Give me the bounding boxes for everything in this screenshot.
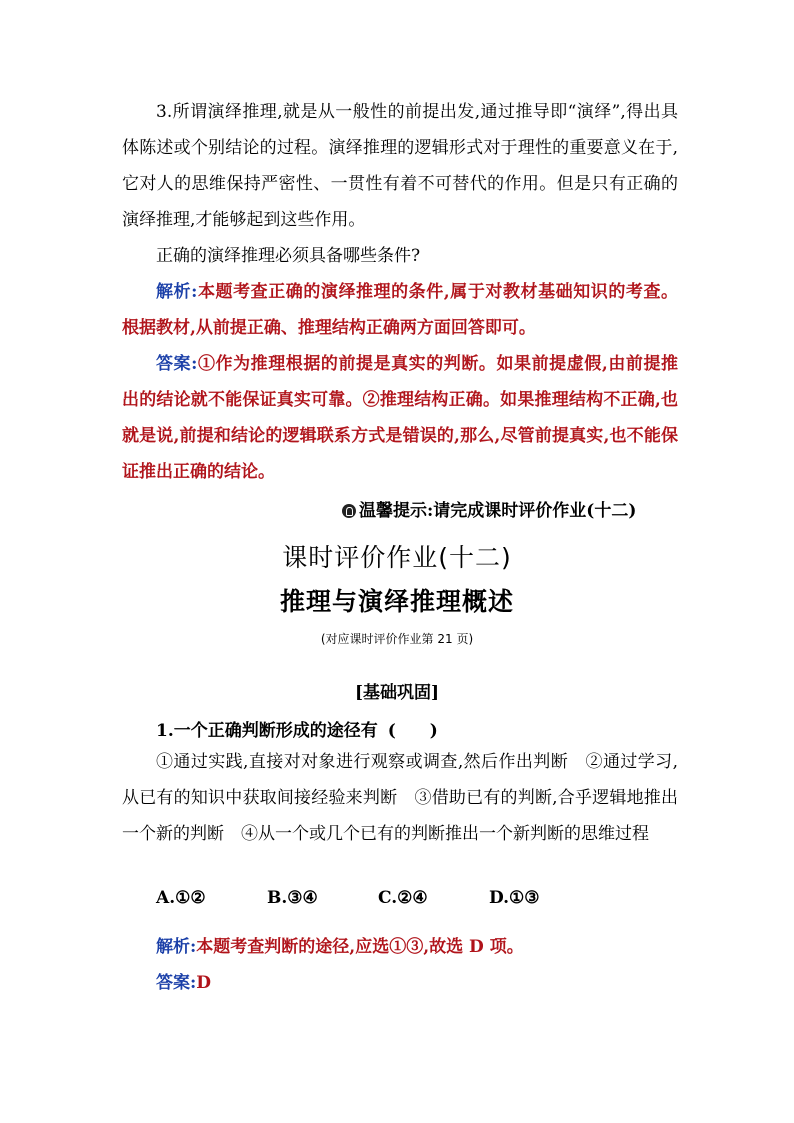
option-b: B.③④ bbox=[267, 888, 318, 908]
q1-answer-text: D bbox=[196, 973, 212, 993]
answer-text: ①作为推理根据的前提是真实的判断。如果前提虚假,由前提推出的结论就不能保证真实可靠。②推理结构正确。如果推理结构不正确,也就是说,前提和结论的逻辑联系方式是错误的,那么,尽管前提真实,也不能保证推出正确的结论。 bbox=[122, 354, 679, 482]
q3-intro-paragraph: 3.所谓演绎推理,就是从一般性的前提出发,通过推导即“演绎”,得出具体陈述或个别结论的过程。演绎推理的逻辑形式对于理性的重要意义在于,它对人的思维保持严密性、一贯性有着不可替代的作用。但是只有正确的演绎推理,才能够起到这些作用。 bbox=[122, 102, 678, 230]
q1-answer bbox=[156, 968, 211, 993]
option-a: A.①② bbox=[156, 888, 206, 908]
page-subtitle: 推理与演绎推理概述 bbox=[279, 587, 514, 616]
page-title: 课时评价作业(十二) bbox=[282, 543, 512, 572]
q3-question: 正确的演绎推理必须具备哪些条件? bbox=[156, 246, 421, 266]
q1-body: ①通过实践,直接对对象进行观察或调查,然后作出判断 ②通过学习,从已有的知识中获取间接经验来判断 ③借助已有的判断,合乎逻辑地推出一个新的判断 ④从一个或几个已有的判断推出一个新判断的思维过程 bbox=[122, 752, 678, 844]
answer-label: 答案: bbox=[156, 354, 198, 374]
q1-stem bbox=[156, 716, 438, 741]
option-d: D.①③ bbox=[489, 888, 540, 908]
analysis-label: 解析: bbox=[156, 282, 198, 302]
q3-answer bbox=[122, 346, 678, 490]
q1-options bbox=[156, 888, 600, 908]
tip-text: 温馨提示:请完成课时评价作业(十二) bbox=[359, 501, 637, 521]
q1-answer-label: 答案: bbox=[156, 973, 197, 993]
q1-analysis-text: 本题考查判断的途径,应选①③,故选 D 项。 bbox=[196, 937, 524, 957]
option-c: C.②④ bbox=[378, 888, 428, 908]
analysis-text: 本题考查正确的演绎推理的条件,属于对教材基础知识的考查。根据教材,从前提正确、推理结构正确两方面回答即可。 bbox=[122, 282, 679, 338]
q1-analysis-label: 解析: bbox=[156, 937, 197, 957]
q1-stem-text: 1.一个正确判断形成的途径有 bbox=[156, 721, 378, 741]
tip-line bbox=[342, 496, 636, 521]
lightbulb-icon bbox=[342, 504, 356, 518]
page-reference: (对应课时评价作业第 21 页) bbox=[320, 632, 474, 646]
section-heading: [基础巩固] bbox=[354, 683, 440, 703]
answer-bracket: ( ) bbox=[387, 721, 438, 741]
q3-analysis bbox=[122, 274, 678, 346]
q1-analysis bbox=[156, 932, 524, 957]
